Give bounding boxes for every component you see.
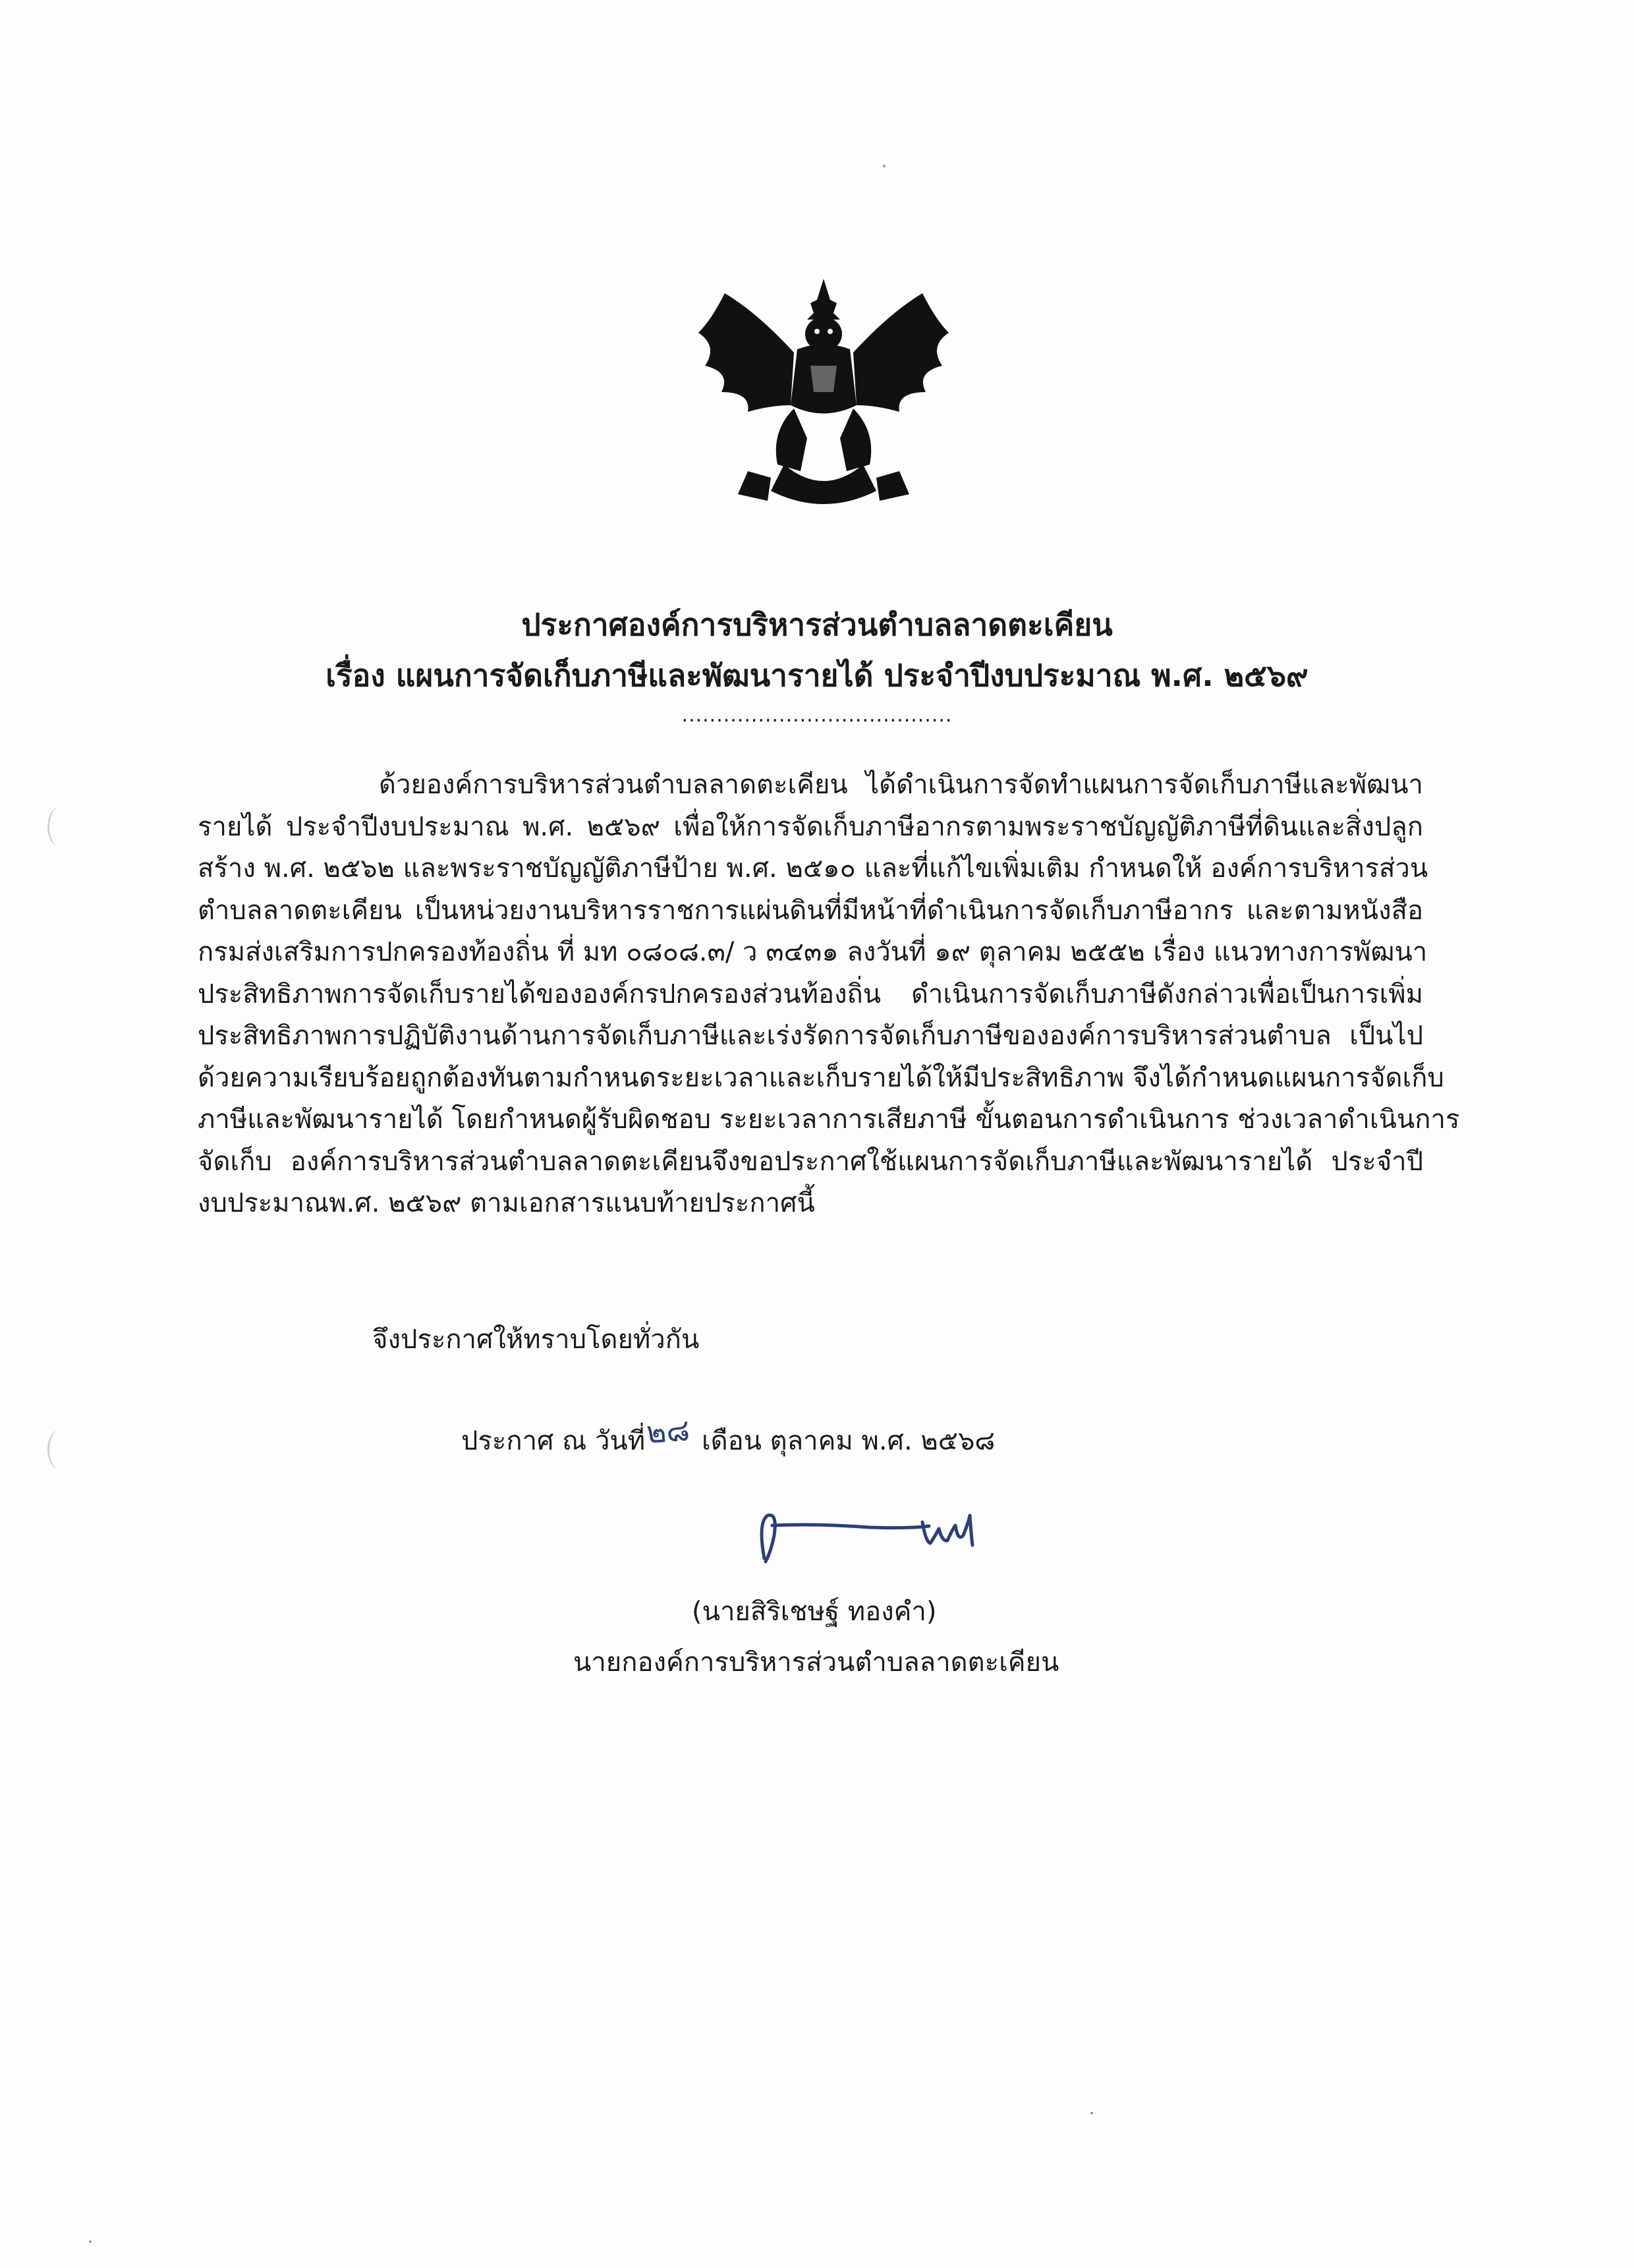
body-line: ภาษีและพัฒนารายได้ โดยกำหนดผู้รับผิดชอบ ระยะเวลาการเสียภาษี ขั้นตอนการดำเนินการ ช่วงเวลาดำเนินการ: [198, 1104, 1460, 1135]
scan-speck: [89, 2240, 92, 2243]
date-prefix: ประกาศ ณ วันที่: [461, 1426, 646, 1456]
announcement-title: ประกาศองค์การบริหารส่วนตำบลลาดตะเคียน: [521, 607, 1113, 642]
punch-hole-shadow: [47, 1430, 72, 1469]
date-suffix: เดือน ตุลาคม พ.ศ. ๒๕๖๘: [701, 1426, 996, 1456]
scan-speck: [883, 165, 886, 167]
body-line: กรมส่งเสริมการปกครองท้องถิ่น ที่ มท ๐๘๐๘.๓/ ว ๓๔๓๑ ลงวันที่ ๑๙ ตุลาคม ๒๕๕๒ เรื่อง แนวทางการพัฒนา: [198, 937, 1428, 967]
announcement-body: [198, 764, 1460, 1225]
body-line: ประสิทธิภาพการปฏิบัติงานด้านการจัดเก็บภาษีและเร่งรัดการจัดเก็บภาษีขององค์การบริหารส่วนตำบล เป็นไป: [198, 1021, 1423, 1051]
body-line: ด้วยความเรียบร้อยถูกต้องทันตามกำหนดระยะเวลาและเก็บรายได้ให้มีประสิทธิภาพ จึงได้กำหนดแผนการจัดเก็บ: [198, 1062, 1444, 1093]
announcement-date: [461, 1411, 996, 1463]
handwritten-signature-icon: [738, 1496, 1015, 1575]
body-line: รายได้ ประจำปีงบประมาณ พ.ศ. ๒๕๖๙ เพื่อให้การจัดเก็บภาษีอากรตามพระราชบัญญัติภาษีที่ดินและสิ่งปลูก: [198, 811, 1423, 842]
body-line: จัดเก็บ องค์การบริหารส่วนตำบลลาดตะเคียนจึงขอประกาศใช้แผนการจัดเก็บภาษีและพัฒนารายได้ ประจำปี: [198, 1146, 1423, 1177]
title-separator: .......................................: [681, 704, 953, 727]
body-line: สร้าง พ.ศ. ๒๕๖๒ และพระราชบัญญัติภาษีป้าย พ.ศ. ๒๕๑๐ และที่แก้ไขเพิ่มเติม กำหนดให้ องค์การบริหารส่วน: [198, 853, 1428, 884]
body-line: ด้วยองค์การบริหารส่วนตำบลลาดตะเคียน ได้ดำเนินการจัดทำแผนการจัดเก็บภาษีและพัฒนา: [379, 770, 1423, 800]
signatory-position: นายกองค์การบริหารส่วนตำบลลาดตะเคียน: [573, 1647, 1059, 1678]
handwritten-day: ๒๘: [645, 1411, 691, 1451]
punch-hole-shadow: [47, 807, 72, 847]
body-line: ประสิทธิภาพการจัดเก็บรายได้ขององค์กรปกครองส่วนท้องถิ่น ดำเนินการจัดเก็บภาษีดังกล่าวเพื่อเป็นการเพิ่ม: [198, 978, 1423, 1009]
scan-speck: [1090, 2112, 1093, 2114]
announcement-subject: เรื่อง แผนการจัดเก็บภาษีและพัฒนารายได้ ประจำปีงบประมาณ พ.ศ. ๒๕๖๙: [325, 658, 1309, 693]
garuda-emblem-icon: [685, 273, 962, 524]
closing-statement: จึงประกาศให้ทราบโดยทั่วกัน: [372, 1324, 700, 1355]
body-line: งบประมาณพ.ศ. ๒๕๖๙ ตามเอกสารแนบท้ายประกาศนี้: [198, 1188, 815, 1218]
signatory-name: (นายสิริเชษฐ์ ทองคำ): [692, 1597, 937, 1627]
body-line: ตำบลลาดตะเคียน เป็นหน่วยงานบริหารราชการแผ่นดินที่มีหน้าที่ดำเนินการจัดเก็บภาษีอากร และตามหนังสือ: [198, 895, 1423, 926]
